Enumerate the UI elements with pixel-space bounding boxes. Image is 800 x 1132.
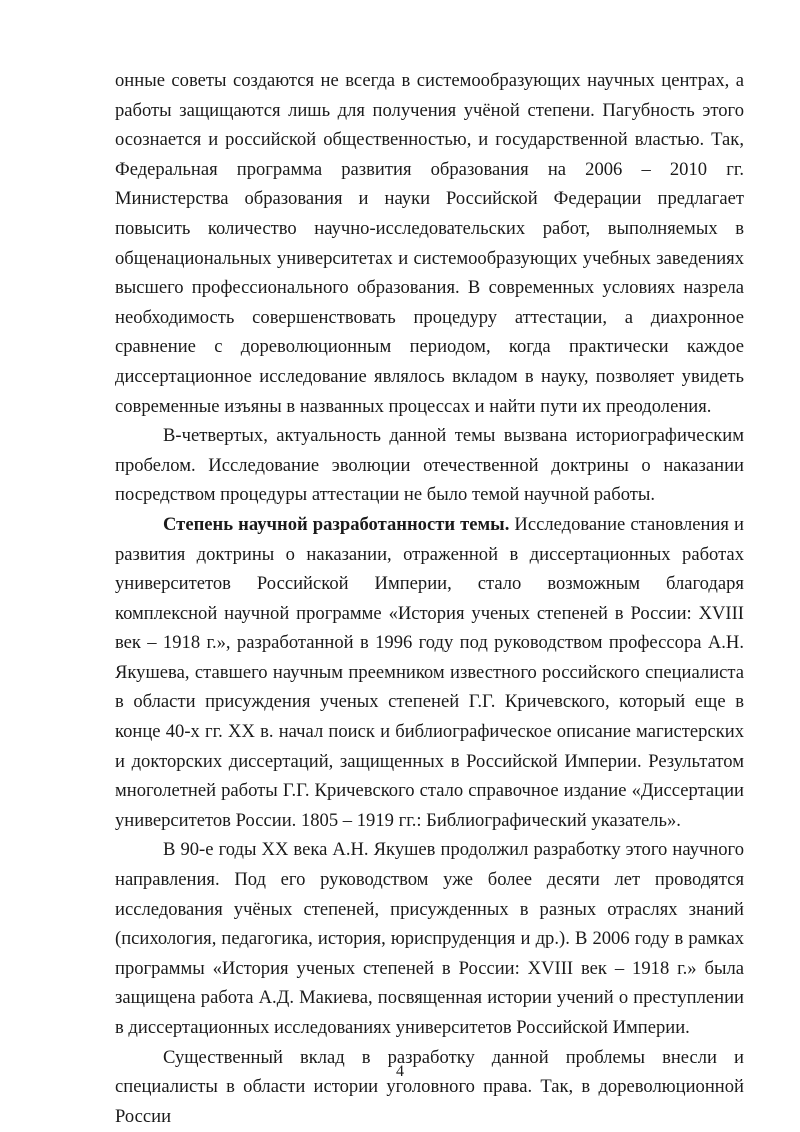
paragraph-yakushev: В 90-е годы XX века А.Н. Якушев продолжил разработку этого научного направления. Под его руководством уже более десяти лет проводятся исследования учёных степеней, присужденных в разных отраслях знаний (психология, педагогика, история, юриспруденция и др.). В 2006 году в рамках программы «История ученых степеней в России: XVIII век – 1918 г.» была защищена работа А.Д. Макиева, посвященная истории учений о преступлении в диссертационных исследованиях университетов Российской Империи. [115,839,744,1038]
page-number: 4 [396,1063,404,1080]
paragraph-contribution: Существенный вклад в разработку данной проблемы внесли и специалисты в области истории уголовного права. Так, в дореволюционной России [115,1046,744,1127]
paragraph-continuation: онные советы создаются не всегда в системообразующих научных центрах, а работы защищаются лишь для получения учёной степени. Пагубность этого осознается и российской общественностью, и государственной властью. Так, Федеральная программа развития образования на 2006 – 2010 гг. Министерства образования и науки Российской Федерации предлагает повысить количество научно-исследовательских работ, выполняемых в общенациональных университетах и системообразующих учебных заведениях высшего профессионального образования. В современных условиях назрела необходимость совершенствовать процедуру аттестации, а диахронное сравнение с дореволюционным периодом, когда практически каждое диссертационное исследование являлось вкладом в науку, позволяет увидеть современные изъяны в названных процессах и найти пути их преодоления. [115,70,744,417]
section-heading-inline: Степень научной разработанности темы. [163,513,510,535]
paragraph-research-degree [115,510,744,836]
paragraph-fourthly: В-четвертых, актуальность данной темы вызвана историографическим пробелом. Исследование эволюции отечественной доктрины о наказании посредством процедуры аттестации не было темой научной работы. [115,425,744,506]
paragraph-research-degree-text: Исследование становления и развития доктрины о наказании, отраженной в диссертационных работах университетов Российской Империи, стало возможным благодаря комплексной научной программе «История ученых степеней в России: XVIII век – 1918 г.», разработанной в 1996 году под руководством профессора А.Н. Якушева, ставшего научным преемником известного российского специалиста в области присуждения ученых степеней Г.Г. Кричевского, который еще в конце 40-х гг. XX в. начал поиск и библиографическое описание магистерских и докторских диссертаций, защищенных в Российской Империи. Результатом многолетней работы Г.Г. Кричевского стало справочное издание «Диссертации университетов России. 1805 – 1919 гг.: Библиографический указатель». [115,513,744,831]
